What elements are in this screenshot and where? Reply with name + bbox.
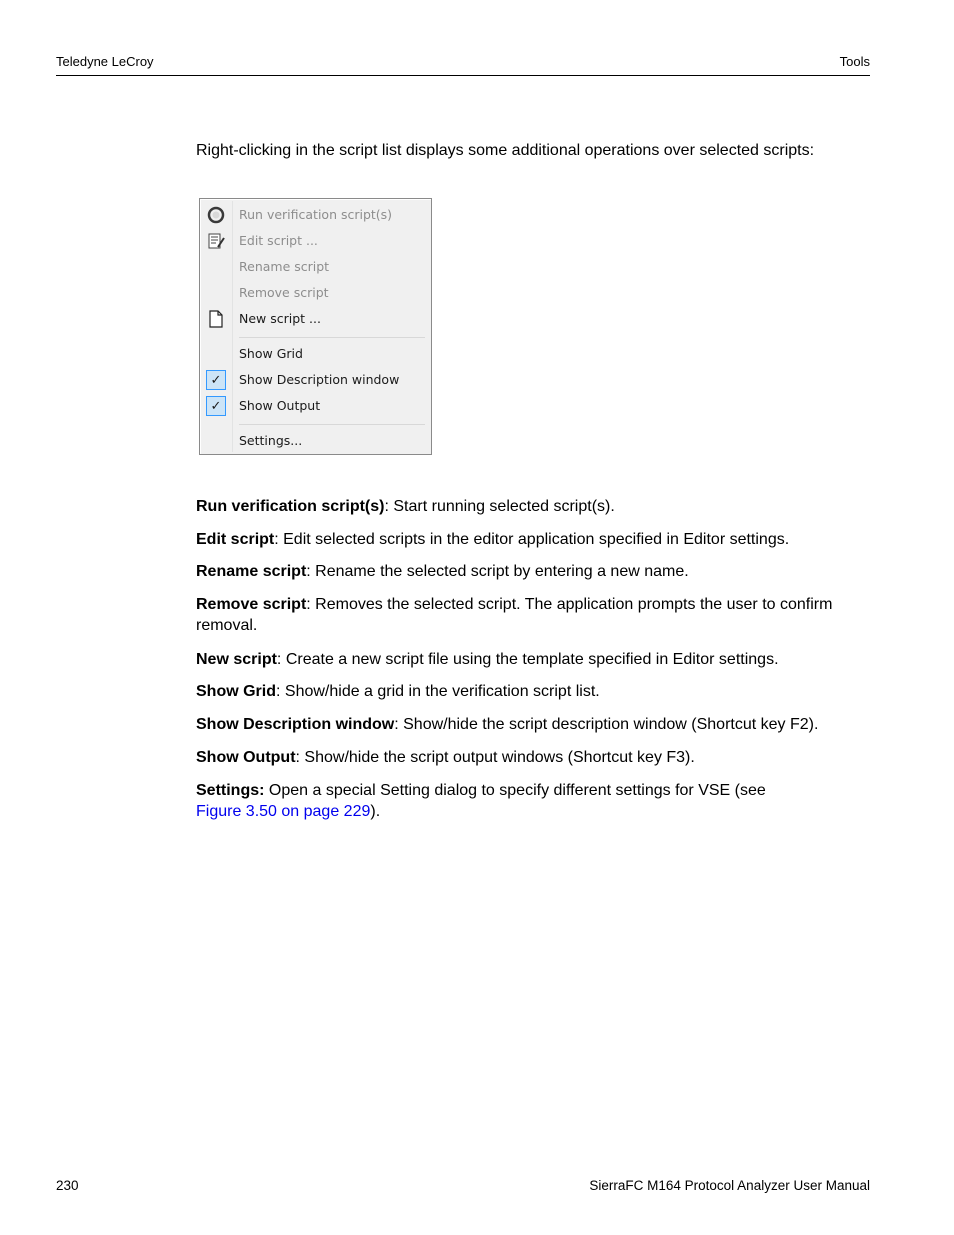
desc-term: New script [196, 651, 277, 668]
menu-item-new-script[interactable] [200, 307, 431, 331]
run-circle-icon [206, 206, 226, 224]
desc-remove-script [196, 594, 886, 636]
figure-link[interactable]: Figure 3.50 on page 229 [196, 803, 371, 820]
desc-term: Show Description window [196, 716, 395, 733]
desc-term: Rename script [196, 563, 307, 580]
desc-text: : Show/hide a grid in the verification script list. [276, 683, 600, 700]
menu-item-label: Rename script [239, 259, 330, 274]
menu-item-label: Show Grid [239, 346, 303, 361]
new-page-icon [206, 310, 226, 328]
desc-text: : Show/hide the script description window (Shortcut key F2). [394, 716, 819, 733]
desc-edit-script [196, 529, 886, 550]
desc-text: : Removes the selected script. The application prompts the user to confirm removal. [196, 596, 833, 634]
desc-new-script [196, 649, 886, 670]
desc-text-after: ). [370, 803, 381, 820]
desc-term: Show Output [196, 749, 296, 766]
menu-item-label: Settings... [239, 433, 303, 448]
desc-text: : Show/hide the script output windows (Shortcut key F3). [295, 749, 695, 766]
menu-item-label: New script ... [239, 311, 321, 326]
desc-term: Edit script [196, 531, 275, 548]
menu-item-run-verification[interactable] [200, 203, 431, 227]
desc-text: : Start running selected script(s). [384, 498, 615, 515]
menu-separator [239, 337, 425, 338]
desc-term: Settings: [196, 782, 265, 799]
desc-settings [196, 780, 806, 822]
checkmark-icon: ✓ [206, 396, 226, 416]
menu-item-show-grid[interactable] [200, 342, 431, 366]
desc-text: : Rename the selected script by entering a new name. [306, 563, 689, 580]
menu-item-label: Show Output [239, 398, 321, 413]
desc-show-grid [196, 681, 886, 702]
desc-text: : Create a new script file using the template specified in Editor settings. [276, 651, 779, 668]
desc-rename-script [196, 561, 886, 582]
edit-document-icon [206, 232, 226, 250]
checkmark-icon: ✓ [206, 370, 226, 390]
menu-item-edit-script[interactable] [200, 229, 431, 253]
menu-item-show-description-window[interactable] [200, 368, 431, 392]
menu-item-label: Run verification script(s) [239, 207, 393, 222]
header-rule [56, 75, 870, 76]
intro-paragraph: Right-clicking in the script list displays some additional operations over selected scripts: [196, 142, 815, 159]
menu-item-label: Remove script [239, 285, 329, 300]
desc-text: : Edit selected scripts in the editor application specified in Editor settings. [274, 531, 790, 548]
context-menu [199, 198, 432, 455]
menu-item-label: Edit script ... [239, 233, 318, 248]
desc-run-verification [196, 496, 886, 517]
desc-text: Open a special Setting dialog to specify different settings for VSE (see [264, 782, 766, 799]
page-number: 230 [56, 1178, 79, 1193]
desc-term: Show Grid [196, 683, 276, 700]
menu-item-settings[interactable] [200, 429, 431, 453]
menu-item-remove-script[interactable] [200, 281, 431, 305]
desc-show-output [196, 747, 886, 768]
menu-separator [239, 424, 425, 425]
manual-title: SierraFC M164 Protocol Analyzer User Manual [589, 1178, 870, 1193]
desc-term: Run verification script(s) [196, 498, 385, 515]
desc-show-description-window [196, 714, 886, 735]
menu-item-label: Show Description window [239, 372, 400, 387]
menu-item-show-output[interactable] [200, 394, 431, 418]
desc-term: Remove script [196, 596, 307, 613]
menu-item-rename-script[interactable] [200, 255, 431, 279]
header-section: Tools [839, 54, 870, 69]
header-company: Teledyne LeCroy [56, 54, 154, 69]
